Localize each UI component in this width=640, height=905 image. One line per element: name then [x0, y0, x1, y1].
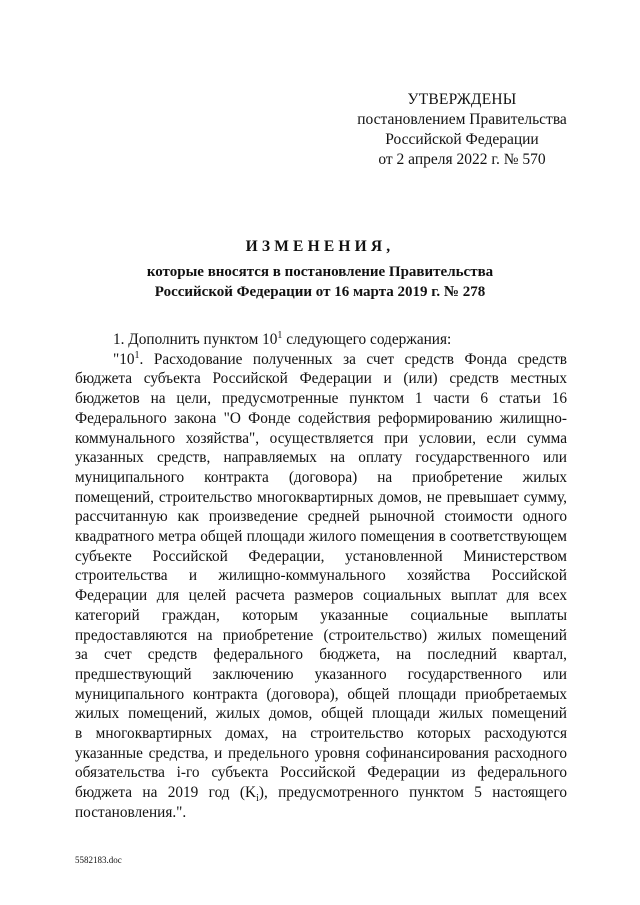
quote-line-12: строительства и жилищно-коммунального хозяйства Российской: [75, 567, 567, 585]
k-subscript: i: [256, 793, 259, 805]
quote-line-13: Федерации для целей расчета размеров социальных выплат для всех: [75, 587, 567, 605]
quote-line-23: [75, 783, 567, 803]
quote-line-14: категорий граждан, которым указанные социальные выплаты: [75, 606, 567, 624]
item-1-lead: [75, 330, 567, 350]
document-body: [75, 330, 567, 823]
document-title: ИЗМЕНЕНИЯ,: [245, 238, 395, 255]
quote-line-4: Федерального закона "О Фонде содействия реформированию жилищно-: [75, 409, 567, 427]
quote-line-19: жилых помещений, жилых домов, общей площади жилых помещений: [75, 705, 567, 723]
quote-line-5: коммунального хозяйства", осуществляется при условии, если сумма: [75, 429, 567, 447]
subtitle-line-1: которые вносятся в постановление Правительства: [146, 264, 494, 280]
quote-line-7: муниципального контракта (договора) на приобретение жилых: [75, 468, 567, 486]
quote-sup: 1: [134, 349, 140, 361]
item-1-sup: 1: [277, 329, 283, 341]
quote-line-1-text: . Расходование полученных за счет средств Фонда средств: [139, 350, 567, 368]
quote-line-2: бюджета субъекта Российской Федерации и (или) средств местных: [75, 370, 567, 388]
quote-line-8: помещений, строительство многоквартирных домов, не превышает сумму,: [75, 488, 567, 506]
quote-line-21: указанные средства, и предельного уровня софинансирования расходного: [75, 744, 567, 762]
approval-block: [352, 90, 572, 170]
quote-open: "10: [113, 350, 135, 368]
quote-line-3: бюджетов на цели, предусмотренные пунктом 1 части 6 статьи 16: [75, 390, 567, 408]
quote-line-11: субъекте Российской Федерации, установленной Министерством: [75, 547, 567, 565]
quote-line-18: муниципального контракта (договора), общей площади приобретаемых: [75, 685, 567, 703]
quote-line-6: указанных средств, направляемых на оплату государственного или: [75, 449, 567, 467]
approval-line-3: от 2 апреля 2022 г. № 570: [378, 151, 546, 168]
document-subtitle: [0, 262, 640, 302]
subtitle-line-2: Российской Федерации от 16 марта 2019 г. № 278: [154, 284, 486, 300]
approval-line-1: постановлением Правительства: [357, 111, 567, 128]
quote-line-24: постановления.".: [75, 803, 187, 821]
document-file-id: 5582183.doc: [75, 855, 122, 865]
quote-line-23-post: ), предусмотренного пунктом 5 настоящего: [258, 784, 567, 802]
item-1-tail: следующего содержания:: [282, 331, 452, 348]
quote-line-23-pre: бюджета на 2019 год (K: [75, 784, 257, 802]
quote-line-16: за счет средств федерального бюджета, на последний квартал,: [75, 646, 567, 664]
quote-line-15: предоставляются на приобретение (строительство) жилых помещений: [75, 626, 567, 644]
quote-line-20: в многоквартирных домах, на строительство которых расходуются: [75, 725, 567, 743]
quote-line-1: [75, 350, 567, 370]
approval-heading: УТВЕРЖДЕНЫ: [407, 91, 517, 108]
quote-line-10: квадратного метра общей площади жилого помещения в соответствующем: [75, 528, 567, 546]
quote-line-9: рассчитанную как произведение средней рыночной стоимости одного: [75, 508, 567, 526]
quote-line-22: обязательства i-го субъекта Российской Федерации из федерального: [75, 764, 567, 782]
quote-line-17: предшествующий заключению указанного государственного или: [75, 665, 567, 683]
item-1-text: 1. Дополнить пунктом 10: [113, 331, 278, 348]
approval-line-2: Российской Федерации: [385, 131, 539, 148]
